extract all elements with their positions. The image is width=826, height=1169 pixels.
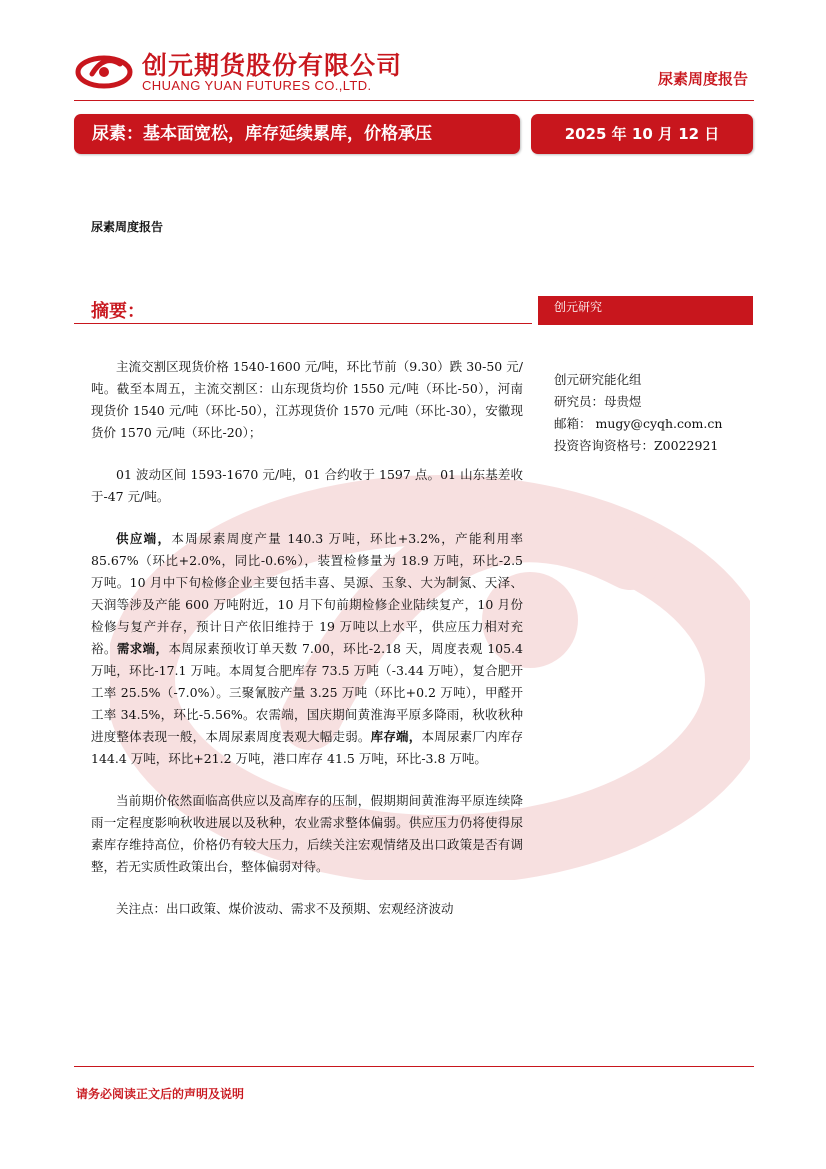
header-divider xyxy=(74,100,754,101)
company-name-en: CHUANG YUAN FUTURES CO.,LTD. xyxy=(142,78,372,93)
report-title: 尿素：基本面宽松，库存延续累库，价格承压 xyxy=(74,114,520,154)
inventory-label: 库存端， xyxy=(370,729,422,744)
footer-divider xyxy=(74,1066,754,1067)
summary-body xyxy=(91,356,523,940)
summary-heading: 摘要： xyxy=(91,301,145,322)
supply-text: 本周尿素周度产量 140.3 万吨，环比+3.2%，产能利用率 85.67%（环比+2.0%，同比-0.6%），装置检修量为 18.9 万吨，环比-2.5 万吨。10 月中下旬检修企业主要包括丰喜、昊源、玉象、大为制氮、天泽、天润等涉及产能 600 万吨附近，10 月下旬前期检修企业陆续复产，10 月份检修与复产并存，预计日产依旧维持于 19 万吨以上水平，供应压力相对充裕。 xyxy=(91,531,523,656)
company-name-cn: 创元期货股份有限公司 xyxy=(142,51,403,80)
inventory-text: 本周尿素厂内库存 144.4 万吨，环比+21.2 万吨，港口库存 41.5 万吨，环比-3.8 万吨。 xyxy=(91,729,523,766)
paragraph-spot-price: 主流交割区现货价格 1540-1600 元/吨，环比节前（9.30）跌 30-50 元/吨。截至本周五，主流交割区：山东现货均价 1550 元/吨（环比-50），河南现货价 1540 元/吨（环比-50），江苏现货价 1570 元/吨（环比-30），安徽现货价 1570 元/吨（环比-20）； xyxy=(91,359,523,440)
sidebar-header: 创元研究 xyxy=(538,296,753,325)
qualification-number: 投资咨询资格号：Z0022921 xyxy=(554,438,719,453)
demand-label: 需求端， xyxy=(116,641,169,656)
company-logo-icon xyxy=(74,50,134,90)
demand-text: 本周尿素预收订单天数 7.00，环比-2.18 天，周度表观 105.4 万吨，环比-17.1 万吨。本周复合肥库存 73.5 万吨（-3.44 万吨），复合肥开工率 25.5%（-7.0%）。三聚氰胺产量 3.25 万吨（环比+0.2 万吨），甲醛开工率 34.5%，环比-5.56%。农需端，国庆期间黄淮海平原多降雨，秋收秋种进度整体表现一般，本周尿素周度表观大幅走弱。 xyxy=(91,641,523,744)
paragraph-futures: 01 波动区间 1593-1670 元/吨，01 合约收于 1597 点。01 山东基差收于-47 元/吨。 xyxy=(91,467,523,504)
paragraph-focus: 关注点：出口政策、煤价波动、需求不及预期、宏观经济波动 xyxy=(116,901,454,916)
report-date: 2025 年 10 月 12 日 xyxy=(531,114,753,154)
report-type-header: 尿素周度报告 xyxy=(657,70,748,88)
paragraph-fundamentals xyxy=(91,528,523,770)
research-group: 创元研究能化组 xyxy=(554,372,642,387)
researcher: 研究员：母贵煜 xyxy=(554,394,642,409)
disclaimer-note: 请务必阅读正文后的声明及说明 xyxy=(76,1087,245,1101)
summary-divider xyxy=(74,323,532,324)
email: 邮箱： mugy@cyqh.com.cn xyxy=(554,416,723,431)
paragraph-outlook: 当前期价依然面临高供应以及高库存的压制，假期期间黄淮海平原连续降雨一定程度影响秋收进展以及秋种，农业需求整体偏弱。供应压力仍将使得尿素库存维持高位，价格仍有较大压力，后续关注宏观情绪及出口政策是否有调整，若无实质性政策出台，整体偏弱对待。 xyxy=(91,793,523,874)
report-type-subtitle: 尿素周度报告 xyxy=(91,220,164,234)
supply-label: 供应端， xyxy=(116,531,172,546)
